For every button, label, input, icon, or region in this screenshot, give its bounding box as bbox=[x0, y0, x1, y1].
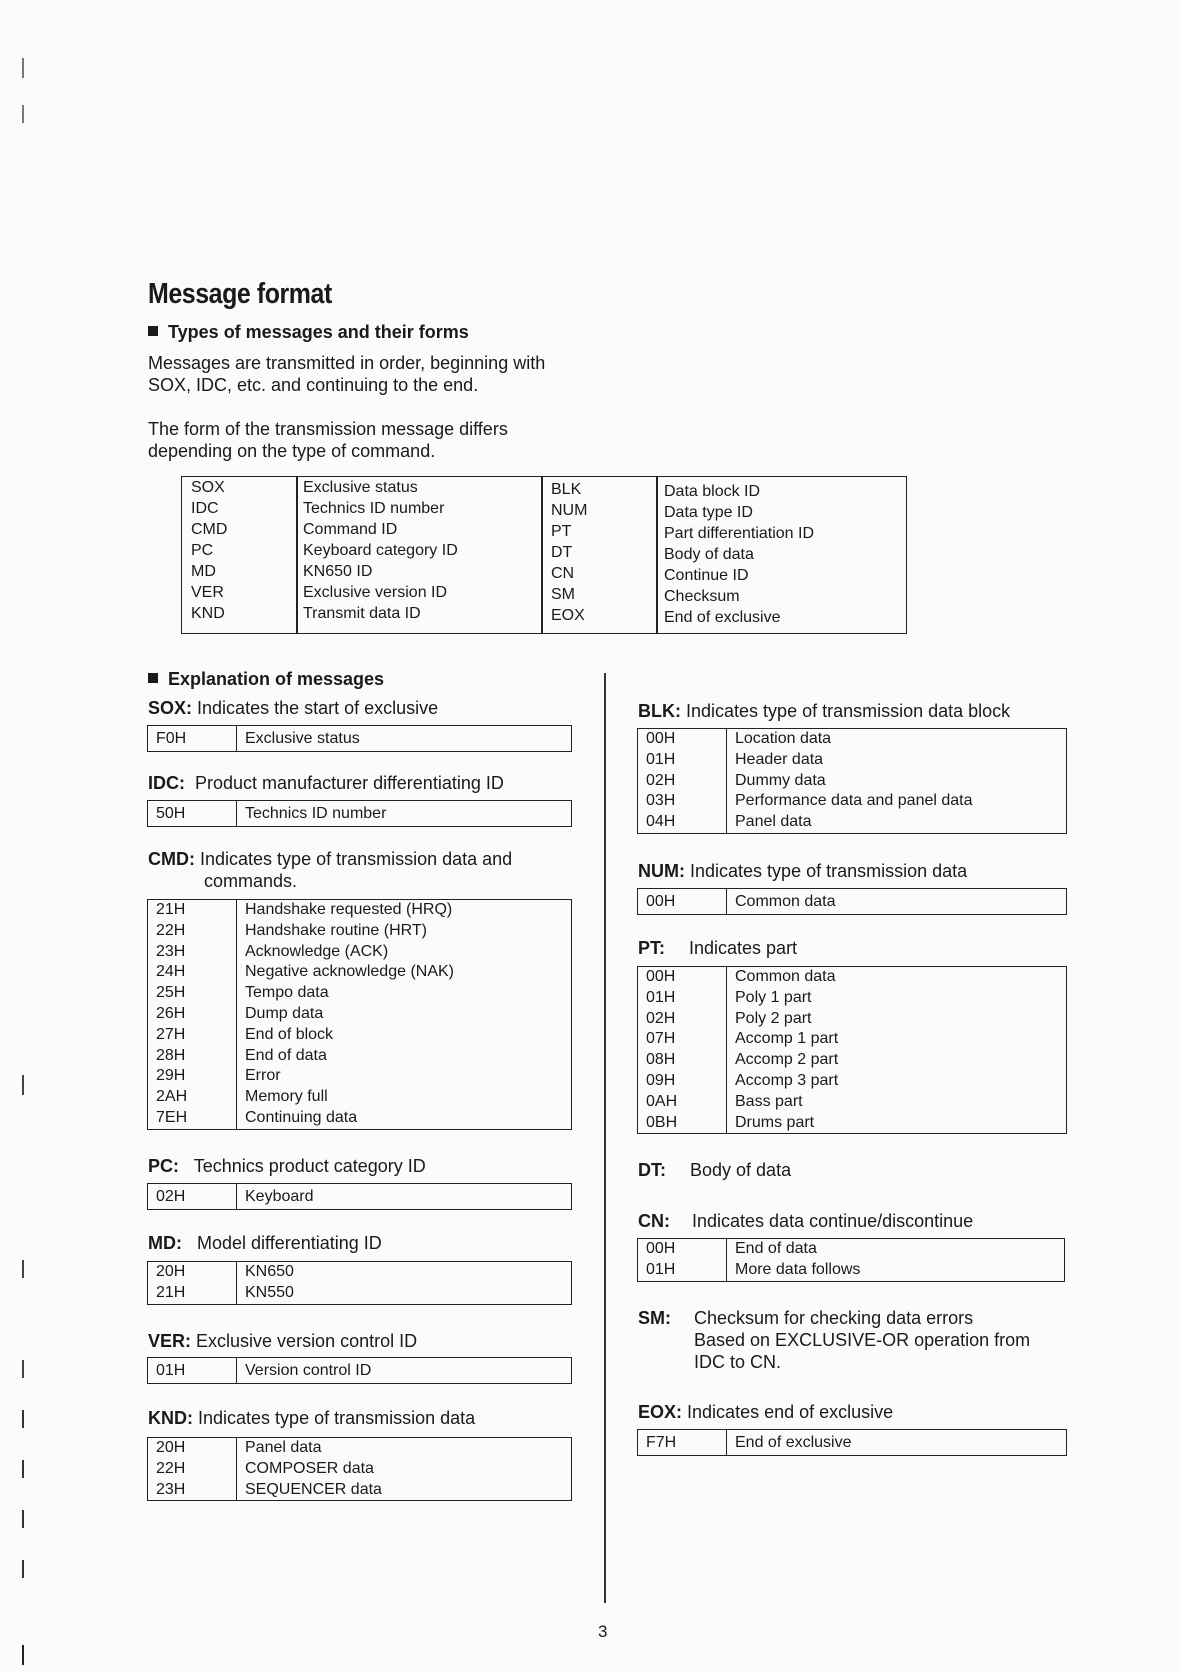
table-row: 04H Panel data bbox=[638, 812, 1067, 833]
table-row: 08H Accomp 2 part bbox=[638, 1050, 1067, 1071]
sox-heading: SOX: Indicates the start of exclusive bbox=[148, 698, 439, 718]
bullet-square-icon bbox=[148, 673, 158, 683]
intro-paragraph-2: The form of the transmission message differs depending on the type of command. bbox=[148, 419, 508, 461]
table-row: 21H Handshake requested (HRQ) bbox=[148, 900, 572, 921]
table-row: 01H Version control ID bbox=[148, 1358, 572, 1384]
page-title: Message format bbox=[148, 278, 332, 310]
table-row: 00H Common data bbox=[638, 967, 1067, 988]
scan-mark bbox=[22, 58, 24, 78]
intro-paragraph-1: Messages are transmitted in order, beginning with SOX, IDC, etc. and continuing to the end. bbox=[148, 353, 546, 395]
pc-heading: PC: Technics product category ID bbox=[148, 1156, 426, 1176]
table-row: 22H Handshake routine (HRT) bbox=[148, 921, 572, 942]
blk-heading: BLK: Indicates type of transmission data block bbox=[638, 701, 1011, 721]
overview-codes-right: BLK NUM PT DT CN SM EOX bbox=[551, 481, 588, 624]
section-heading-types: Types of messages and their forms bbox=[148, 322, 469, 343]
scan-mark bbox=[22, 1260, 24, 1278]
table-row: 22H COMPOSER data bbox=[148, 1459, 572, 1480]
page-number: 3 bbox=[598, 1622, 608, 1641]
num-table bbox=[637, 888, 1067, 915]
table-row: 0BH Drums part bbox=[638, 1113, 1067, 1134]
overview-descs-left: Exclusive status Technics ID number Command ID Keyboard category ID KN650 ID Exclusive version ID Transmit data ID bbox=[303, 479, 458, 622]
idc-heading: IDC: Product manufacturer differentiating ID bbox=[148, 773, 504, 793]
knd-table bbox=[147, 1437, 572, 1501]
table-row: 28H End of data bbox=[148, 1046, 572, 1067]
sm-heading: SM: Checksum for checking data errors Based on EXCLUSIVE-OR operation from IDC to CN. bbox=[638, 1308, 1031, 1372]
eox-heading: EOX: Indicates end of exclusive bbox=[638, 1402, 894, 1422]
idc-table bbox=[147, 800, 572, 827]
cn-table bbox=[637, 1238, 1065, 1282]
table-row: 00H End of data bbox=[638, 1239, 1065, 1260]
table-row: 02H Poly 2 part bbox=[638, 1009, 1067, 1030]
table-row: 26H Dump data bbox=[148, 1004, 572, 1025]
cn-heading: CN: Indicates data continue/discontinue bbox=[638, 1211, 974, 1231]
table-row: 01H Header data bbox=[638, 750, 1067, 771]
table-row: 50H Technics ID number bbox=[148, 801, 572, 827]
md-heading: MD: Model differentiating ID bbox=[148, 1233, 382, 1253]
ver-heading: VER: Exclusive version control ID bbox=[148, 1331, 418, 1351]
table-row: 27H End of block bbox=[148, 1025, 572, 1046]
overview-descs-right: Data block ID Data type ID Part differentiation ID Body of data Continue ID Checksum End of exclusive bbox=[664, 483, 815, 626]
scan-mark bbox=[22, 1410, 24, 1428]
table-row: F7H End of exclusive bbox=[638, 1430, 1067, 1456]
pt-table bbox=[637, 966, 1067, 1134]
dt-heading: DT: Body of data bbox=[638, 1160, 792, 1180]
scan-mark bbox=[22, 105, 24, 123]
table-row: 20H KN650 bbox=[148, 1262, 572, 1283]
table-row: 01H More data follows bbox=[638, 1260, 1065, 1281]
scan-mark bbox=[22, 1645, 24, 1665]
table-row: 01H Poly 1 part bbox=[638, 988, 1067, 1009]
bullet-square-icon bbox=[148, 326, 158, 336]
table-row: 24H Negative acknowledge (NAK) bbox=[148, 962, 572, 983]
table-row: 20H Panel data bbox=[148, 1438, 572, 1459]
table-row: 23H SEQUENCER data bbox=[148, 1480, 572, 1501]
blk-table bbox=[637, 728, 1067, 834]
table-row: 21H KN550 bbox=[148, 1283, 572, 1304]
table-row: 29H Error bbox=[148, 1066, 572, 1087]
table-row: 2AH Memory full bbox=[148, 1087, 572, 1108]
scan-mark bbox=[22, 1075, 24, 1095]
table-row: 02H Keyboard bbox=[148, 1184, 572, 1210]
column-divider bbox=[604, 673, 606, 1603]
sox-table bbox=[147, 725, 572, 752]
table-row: 25H Tempo data bbox=[148, 983, 572, 1004]
table-row: 03H Performance data and panel data bbox=[638, 791, 1067, 812]
scan-mark bbox=[22, 1460, 24, 1478]
table-row: 02H Dummy data bbox=[638, 771, 1067, 792]
md-table bbox=[147, 1261, 572, 1305]
cmd-table bbox=[147, 899, 572, 1130]
table-row: 07H Accomp 1 part bbox=[638, 1029, 1067, 1050]
table-row: F0H Exclusive status bbox=[148, 726, 572, 752]
table-row: 7EH Continuing data bbox=[148, 1108, 572, 1129]
cmd-heading: CMD: Indicates type of transmission data and commands. bbox=[148, 849, 513, 891]
scan-mark bbox=[22, 1360, 24, 1378]
table-row: 00H Location data bbox=[638, 729, 1067, 750]
overview-table bbox=[181, 476, 907, 634]
scan-mark bbox=[22, 1510, 24, 1528]
table-row: 0AH Bass part bbox=[638, 1092, 1067, 1113]
eox-table bbox=[637, 1429, 1067, 1456]
scan-mark bbox=[22, 1560, 24, 1578]
section-heading-explanation: Explanation of messages bbox=[148, 669, 384, 690]
num-heading: NUM: Indicates type of transmission data bbox=[638, 861, 968, 881]
pt-heading: PT: Indicates part bbox=[638, 938, 798, 958]
table-row: 00H Common data bbox=[638, 889, 1067, 915]
table-row: 23H Acknowledge (ACK) bbox=[148, 942, 572, 963]
pc-table bbox=[147, 1183, 572, 1210]
overview-codes-left: SOX IDC CMD PC MD VER KND bbox=[191, 479, 228, 622]
knd-heading: KND: Indicates type of transmission data bbox=[148, 1408, 476, 1428]
ver-table bbox=[147, 1357, 572, 1384]
table-row: 09H Accomp 3 part bbox=[638, 1071, 1067, 1092]
